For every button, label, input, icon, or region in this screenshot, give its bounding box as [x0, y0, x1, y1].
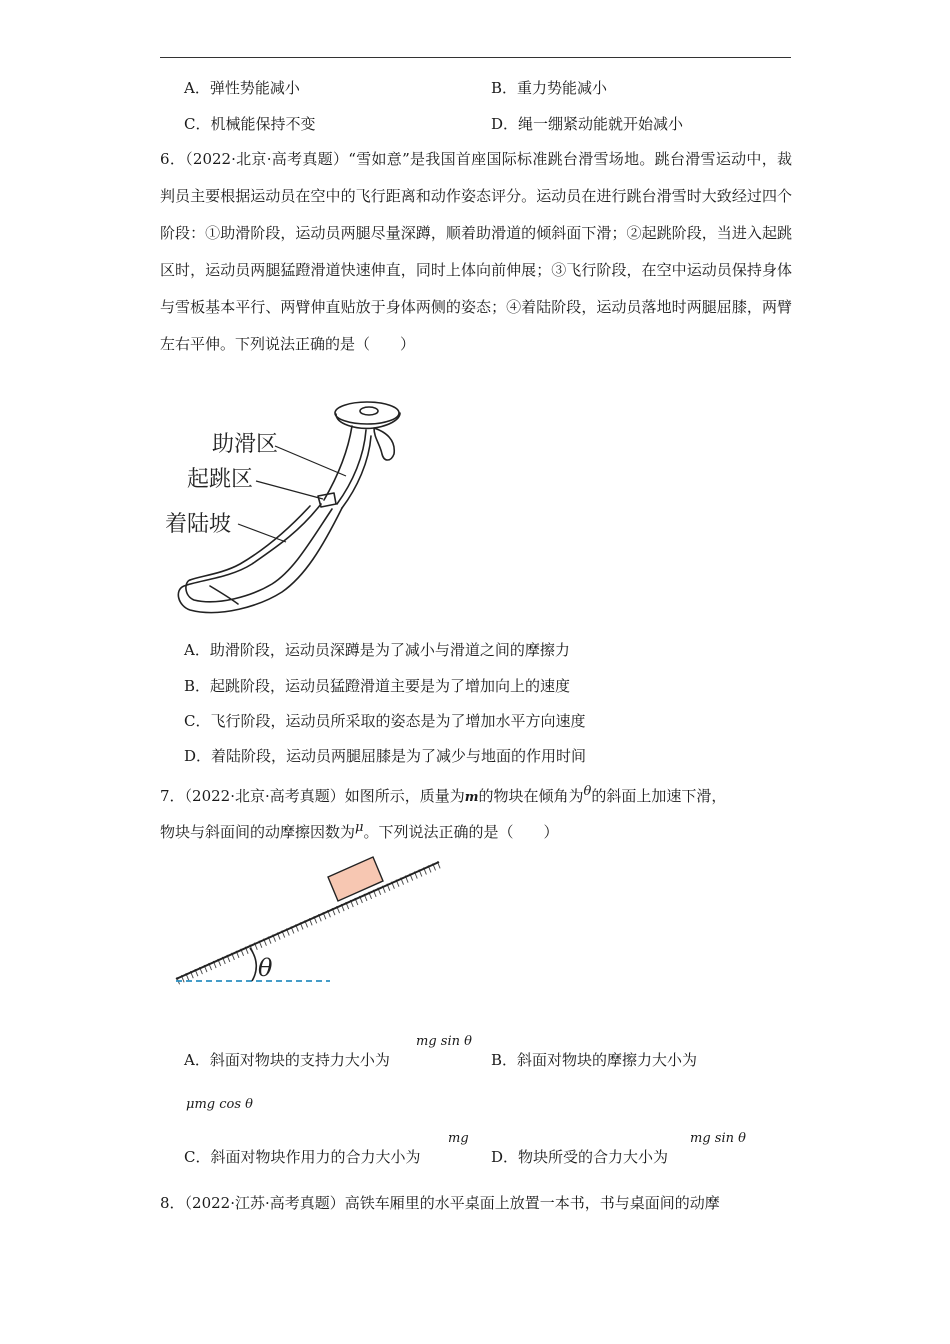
q8-stem: 8．（2022·江苏·高考真题）高铁车厢里的水平桌面上放置一本书，书与桌面间的动摩: [160, 1194, 720, 1212]
q5-option-d[interactable]: D．绳一绷紧动能就开始减小: [491, 115, 684, 133]
q6-option-b[interactable]: B．起跳阶段，运动员猛蹬滑道主要是为了增加向上的速度: [184, 677, 571, 695]
q7-option-c-formula: mg: [448, 1131, 469, 1146]
q7-option-a-text[interactable]: A．斜面对物块的支持力大小为: [184, 1051, 390, 1069]
label-landing-slope: 着陆坡: [165, 511, 232, 536]
q5-option-c[interactable]: C．机械能保持不变: [184, 115, 316, 133]
header-rule: [160, 57, 791, 58]
q7-stem-line2: 物块与斜面间的动摩擦因数为μ。下列说法正确的是（ ）: [160, 820, 559, 841]
q6-option-a[interactable]: A．助滑阶段，运动员深蹲是为了减小与滑道之间的摩擦力: [184, 641, 570, 659]
incline-figure: [170, 855, 450, 990]
q5-option-a[interactable]: A．弹性势能减小: [184, 79, 300, 97]
q7-option-d-text[interactable]: D．物块所受的合力大小为: [491, 1148, 669, 1166]
q6-stem: 6．（2022·北京·高考真题）“雪如意”是我国首座国际标准跳台滑雪场地。跳台滑雪运动中，裁判员主要根据运动员在空中的飞行距离和动作姿态评分。运动员在进行跳台滑雪时大致经过四个阶段：①助滑阶段，运动员两腿尽量深蹲，顺着助滑道的倾斜面下滑；②起跳阶段，当进入起跳区时，运动员两腿猛蹬滑道快速伸直，同时上体向前伸展；③飞行阶段，在空中运动员保持身体与雪板基本平行、两臂伸直贴放于身体两侧的姿态；④着陆阶段，运动员落地时两腿屈膝，两臂左右平伸。下列说法正确的是（ ）: [160, 150, 792, 353]
angle-theta-label: θ: [258, 954, 273, 982]
q7-option-d-formula: mg sin θ: [690, 1131, 746, 1146]
q7-option-a-formula: mg sin θ: [416, 1034, 472, 1049]
q5-option-b[interactable]: B．重力势能减小: [491, 79, 608, 97]
label-in-run-zone: 助滑区: [212, 431, 279, 456]
q6-option-c[interactable]: C．飞行阶段，运动员所采取的姿态是为了增加水平方向速度: [184, 712, 586, 730]
ski-jump-figure: [160, 396, 430, 618]
q7-stem-line1: 7．（2022·北京·高考真题）如图所示，质量为m的物块在倾角为θ的斜面上加速下滑，: [160, 784, 727, 805]
q7-option-b-text[interactable]: B．斜面对物块的摩擦力大小为: [491, 1051, 698, 1069]
q7-option-b-formula: μmg cos θ: [186, 1097, 253, 1112]
q6-option-d[interactable]: D．着陆阶段，运动员两腿屈膝是为了减少与地面的作用时间: [184, 747, 587, 765]
q7-option-c-text[interactable]: C．斜面对物块作用力的合力大小为: [184, 1148, 421, 1166]
label-take-off-zone: 起跳区: [187, 466, 254, 491]
